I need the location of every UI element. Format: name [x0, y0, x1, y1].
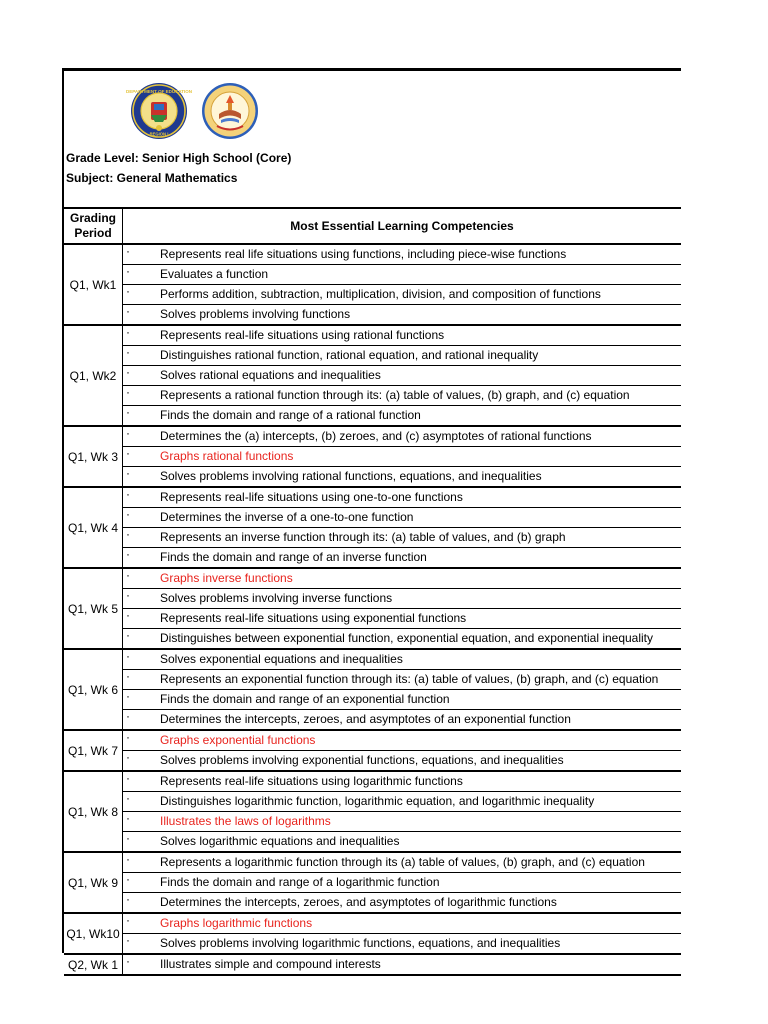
grading-period-group	[64, 853, 681, 914]
competency-text: Represents real-life situations using one-to-one functions	[160, 490, 463, 504]
competency-row	[123, 772, 681, 792]
competency-text: Graphs logarithmic functions	[160, 916, 313, 930]
competency-row	[123, 285, 681, 305]
grading-period-cell: Q1, Wk 5	[64, 569, 123, 648]
grading-period-header: Grading Period	[64, 209, 123, 243]
grading-period-cell: Q1, Wk 8	[64, 772, 123, 851]
bullet-marker: ·	[126, 628, 130, 642]
competency-row	[123, 873, 681, 893]
competency-row	[123, 955, 681, 974]
bullet-marker: ·	[126, 811, 130, 825]
bullet-marker: ·	[126, 547, 130, 561]
grading-period-group	[64, 650, 681, 731]
competency-text: Represents real-life situations using logarithmic functions	[160, 774, 463, 788]
grading-period-group	[64, 488, 681, 569]
competencies-header: Most Essential Learning Competencies	[290, 219, 514, 233]
competency-row	[123, 346, 681, 366]
competency-text: Finds the domain and range of an exponential function	[160, 692, 450, 706]
svg-text:DEPARTMENT OF EDUCATION: DEPARTMENT OF EDUCATION	[125, 89, 193, 94]
competency-row	[123, 589, 681, 609]
competency-row	[123, 690, 681, 710]
bullet-marker: ·	[126, 568, 130, 582]
competency-row	[123, 710, 681, 729]
competency-text: Determines the inverse of a one-to-one function	[160, 510, 414, 524]
bullet-marker: ·	[126, 446, 130, 460]
competency-row	[123, 812, 681, 832]
grading-period-cell: Q1, Wk 3	[64, 427, 123, 486]
bullet-marker: ·	[126, 649, 130, 663]
competency-text: Represents real-life situations using rational functions	[160, 328, 445, 342]
competency-row	[123, 386, 681, 406]
table-header	[64, 207, 681, 245]
competency-row	[123, 508, 681, 528]
competency-list	[123, 914, 681, 953]
grading-period-group	[64, 772, 681, 853]
bullet-marker: ·	[126, 608, 130, 622]
competency-text: Solves problems involving inverse functions	[160, 591, 393, 605]
competency-list	[123, 569, 681, 648]
competency-row	[123, 609, 681, 629]
grading-period-cell: Q1, Wk 4	[64, 488, 123, 567]
competency-row	[123, 893, 681, 912]
bullet-marker: ·	[126, 872, 130, 886]
competency-text: Determines the intercepts, zeroes, and asymptotes of logarithmic functions	[160, 895, 557, 909]
competency-text: Solves logarithmic equations and inequalities	[160, 834, 400, 848]
bullet-marker: ·	[126, 325, 130, 339]
bullet-marker: ·	[126, 709, 130, 723]
curriculum-sheet	[62, 68, 681, 972]
competency-text: Represents an exponential function through its: (a) table of values, (b) graph, and (c) equation	[160, 672, 659, 686]
competency-text: Distinguishes rational function, rational equation, and rational inequality	[160, 348, 539, 362]
bullet-marker: ·	[126, 669, 130, 683]
competency-row	[123, 650, 681, 670]
bullet-marker: ·	[126, 750, 130, 764]
competency-text: Finds the domain and range of an inverse function	[160, 550, 427, 564]
competency-list	[123, 955, 681, 974]
bullet-marker: ·	[126, 933, 130, 947]
competency-row	[123, 751, 681, 770]
competency-text: Illustrates simple and compound interests	[160, 957, 381, 971]
bullet-marker: ·	[126, 730, 130, 744]
bullet-marker: ·	[126, 913, 130, 927]
grading-period-cell: Q1, Wk2	[64, 326, 123, 425]
bullet-marker: ·	[126, 954, 130, 968]
bullet-marker: ·	[126, 426, 130, 440]
competency-text: Solves problems involving rational functions, equations, and inequalities	[160, 469, 542, 483]
bullet-marker: ·	[126, 244, 130, 258]
competency-list	[123, 488, 681, 567]
grading-period-group	[64, 427, 681, 488]
grading-period-group	[64, 245, 681, 326]
competency-text: Represents a rational function through its: (a) table of values, (b) graph, and (c) equation	[160, 388, 630, 402]
competency-text: Graphs rational functions	[160, 449, 294, 463]
bullet-marker: ·	[126, 507, 130, 521]
competency-row	[123, 832, 681, 851]
competency-text: Finds the domain and range of a logarithmic function	[160, 875, 440, 889]
competency-row	[123, 406, 681, 425]
competency-text: Evaluates a function	[160, 267, 269, 281]
competency-list	[123, 650, 681, 729]
svg-text:REGION I: REGION I	[149, 131, 169, 137]
table-body	[64, 245, 681, 976]
competency-text: Solves rational equations and inequalities	[160, 368, 381, 382]
competency-list	[123, 853, 681, 912]
competency-row	[123, 326, 681, 346]
competency-row	[123, 265, 681, 285]
bullet-marker: ·	[126, 831, 130, 845]
competencies-table	[64, 207, 681, 976]
competency-text: Determines the intercepts, zeroes, and asymptotes of an exponential function	[160, 712, 571, 726]
deped-region-seal-logo	[125, 82, 193, 140]
competency-text: Performs addition, subtraction, multiplication, division, and composition of functions	[160, 287, 601, 301]
bullet-marker: ·	[126, 264, 130, 278]
competency-row	[123, 731, 681, 751]
division-office-seal-logo	[201, 82, 259, 140]
competency-list	[123, 245, 681, 324]
grading-period-cell: Q1, Wk10	[64, 914, 123, 953]
competency-row	[123, 366, 681, 386]
competency-text: Solves problems involving functions	[160, 307, 351, 321]
bullet-marker: ·	[126, 791, 130, 805]
grade-level-label: Grade Level: Senior High School (Core)	[66, 151, 292, 165]
bullet-marker: ·	[126, 345, 130, 359]
grading-period-cell: Q1, Wk1	[64, 245, 123, 324]
subject-label: Subject: General Mathematics	[66, 171, 238, 185]
competency-row	[123, 305, 681, 324]
competency-text: Represents an inverse function through its: (a) table of values, and (b) graph	[160, 530, 566, 544]
bullet-marker: ·	[126, 892, 130, 906]
bullet-marker: ·	[126, 284, 130, 298]
competency-row	[123, 467, 681, 486]
grading-period-group	[64, 731, 681, 772]
bullet-marker: ·	[126, 689, 130, 703]
competency-text: Solves problems involving logarithmic functions, equations, and inequalities	[160, 936, 561, 950]
bullet-marker: ·	[126, 527, 130, 541]
grading-period-group	[64, 569, 681, 650]
competency-text: Illustrates the laws of logarithms	[160, 814, 331, 828]
competency-row	[123, 792, 681, 812]
competency-row	[123, 629, 681, 648]
competency-text: Distinguishes between exponential function, exponential equation, and exponential inequality	[160, 631, 654, 645]
competency-list	[123, 326, 681, 425]
competency-row	[123, 853, 681, 873]
competency-text: Distinguishes logarithmic function, logarithmic equation, and logarithmic inequality	[160, 794, 595, 808]
competency-row	[123, 914, 681, 934]
bullet-marker: ·	[126, 852, 130, 866]
competency-row	[123, 245, 681, 265]
grading-period-cell: Q2, Wk 1	[64, 955, 123, 974]
competency-row	[123, 670, 681, 690]
competency-row	[123, 569, 681, 589]
competency-row	[123, 548, 681, 567]
competency-text: Represents a logarithmic function through its (a) table of values, (b) graph, and (c) equation	[160, 855, 645, 869]
competency-row	[123, 488, 681, 508]
bullet-marker: ·	[126, 771, 130, 785]
bullet-marker: ·	[126, 405, 130, 419]
grading-period-cell: Q1, Wk 7	[64, 731, 123, 770]
competency-list	[123, 427, 681, 486]
competency-text: Represents real life situations using functions, including piece-wise functions	[160, 247, 567, 261]
competency-text: Graphs exponential functions	[160, 733, 316, 747]
competency-row	[123, 528, 681, 548]
competency-list	[123, 731, 681, 770]
competency-text: Solves problems involving exponential functions, equations, and inequalities	[160, 753, 564, 767]
grading-period-cell: Q1, Wk 9	[64, 853, 123, 912]
competency-list	[123, 772, 681, 851]
grading-period-group	[64, 914, 681, 955]
competency-text: Graphs inverse functions	[160, 571, 293, 585]
bullet-marker: ·	[126, 385, 130, 399]
competency-row	[123, 447, 681, 467]
bullet-marker: ·	[126, 466, 130, 480]
competency-text: Determines the (a) intercepts, (b) zeroes, and (c) asymptotes of rational functions	[160, 429, 592, 443]
competency-row	[123, 934, 681, 953]
bullet-marker: ·	[126, 487, 130, 501]
competency-row	[123, 427, 681, 447]
bullet-marker: ·	[126, 588, 130, 602]
competency-text: Solves exponential equations and inequalities	[160, 652, 403, 666]
competency-text: Represents real-life situations using exponential functions	[160, 611, 467, 625]
grading-period-group	[64, 955, 681, 976]
grading-period-group	[64, 326, 681, 427]
grading-period-cell: Q1, Wk 6	[64, 650, 123, 729]
bullet-marker: ·	[126, 304, 130, 318]
competency-text: Finds the domain and range of a rational function	[160, 408, 421, 422]
bullet-marker: ·	[126, 365, 130, 379]
